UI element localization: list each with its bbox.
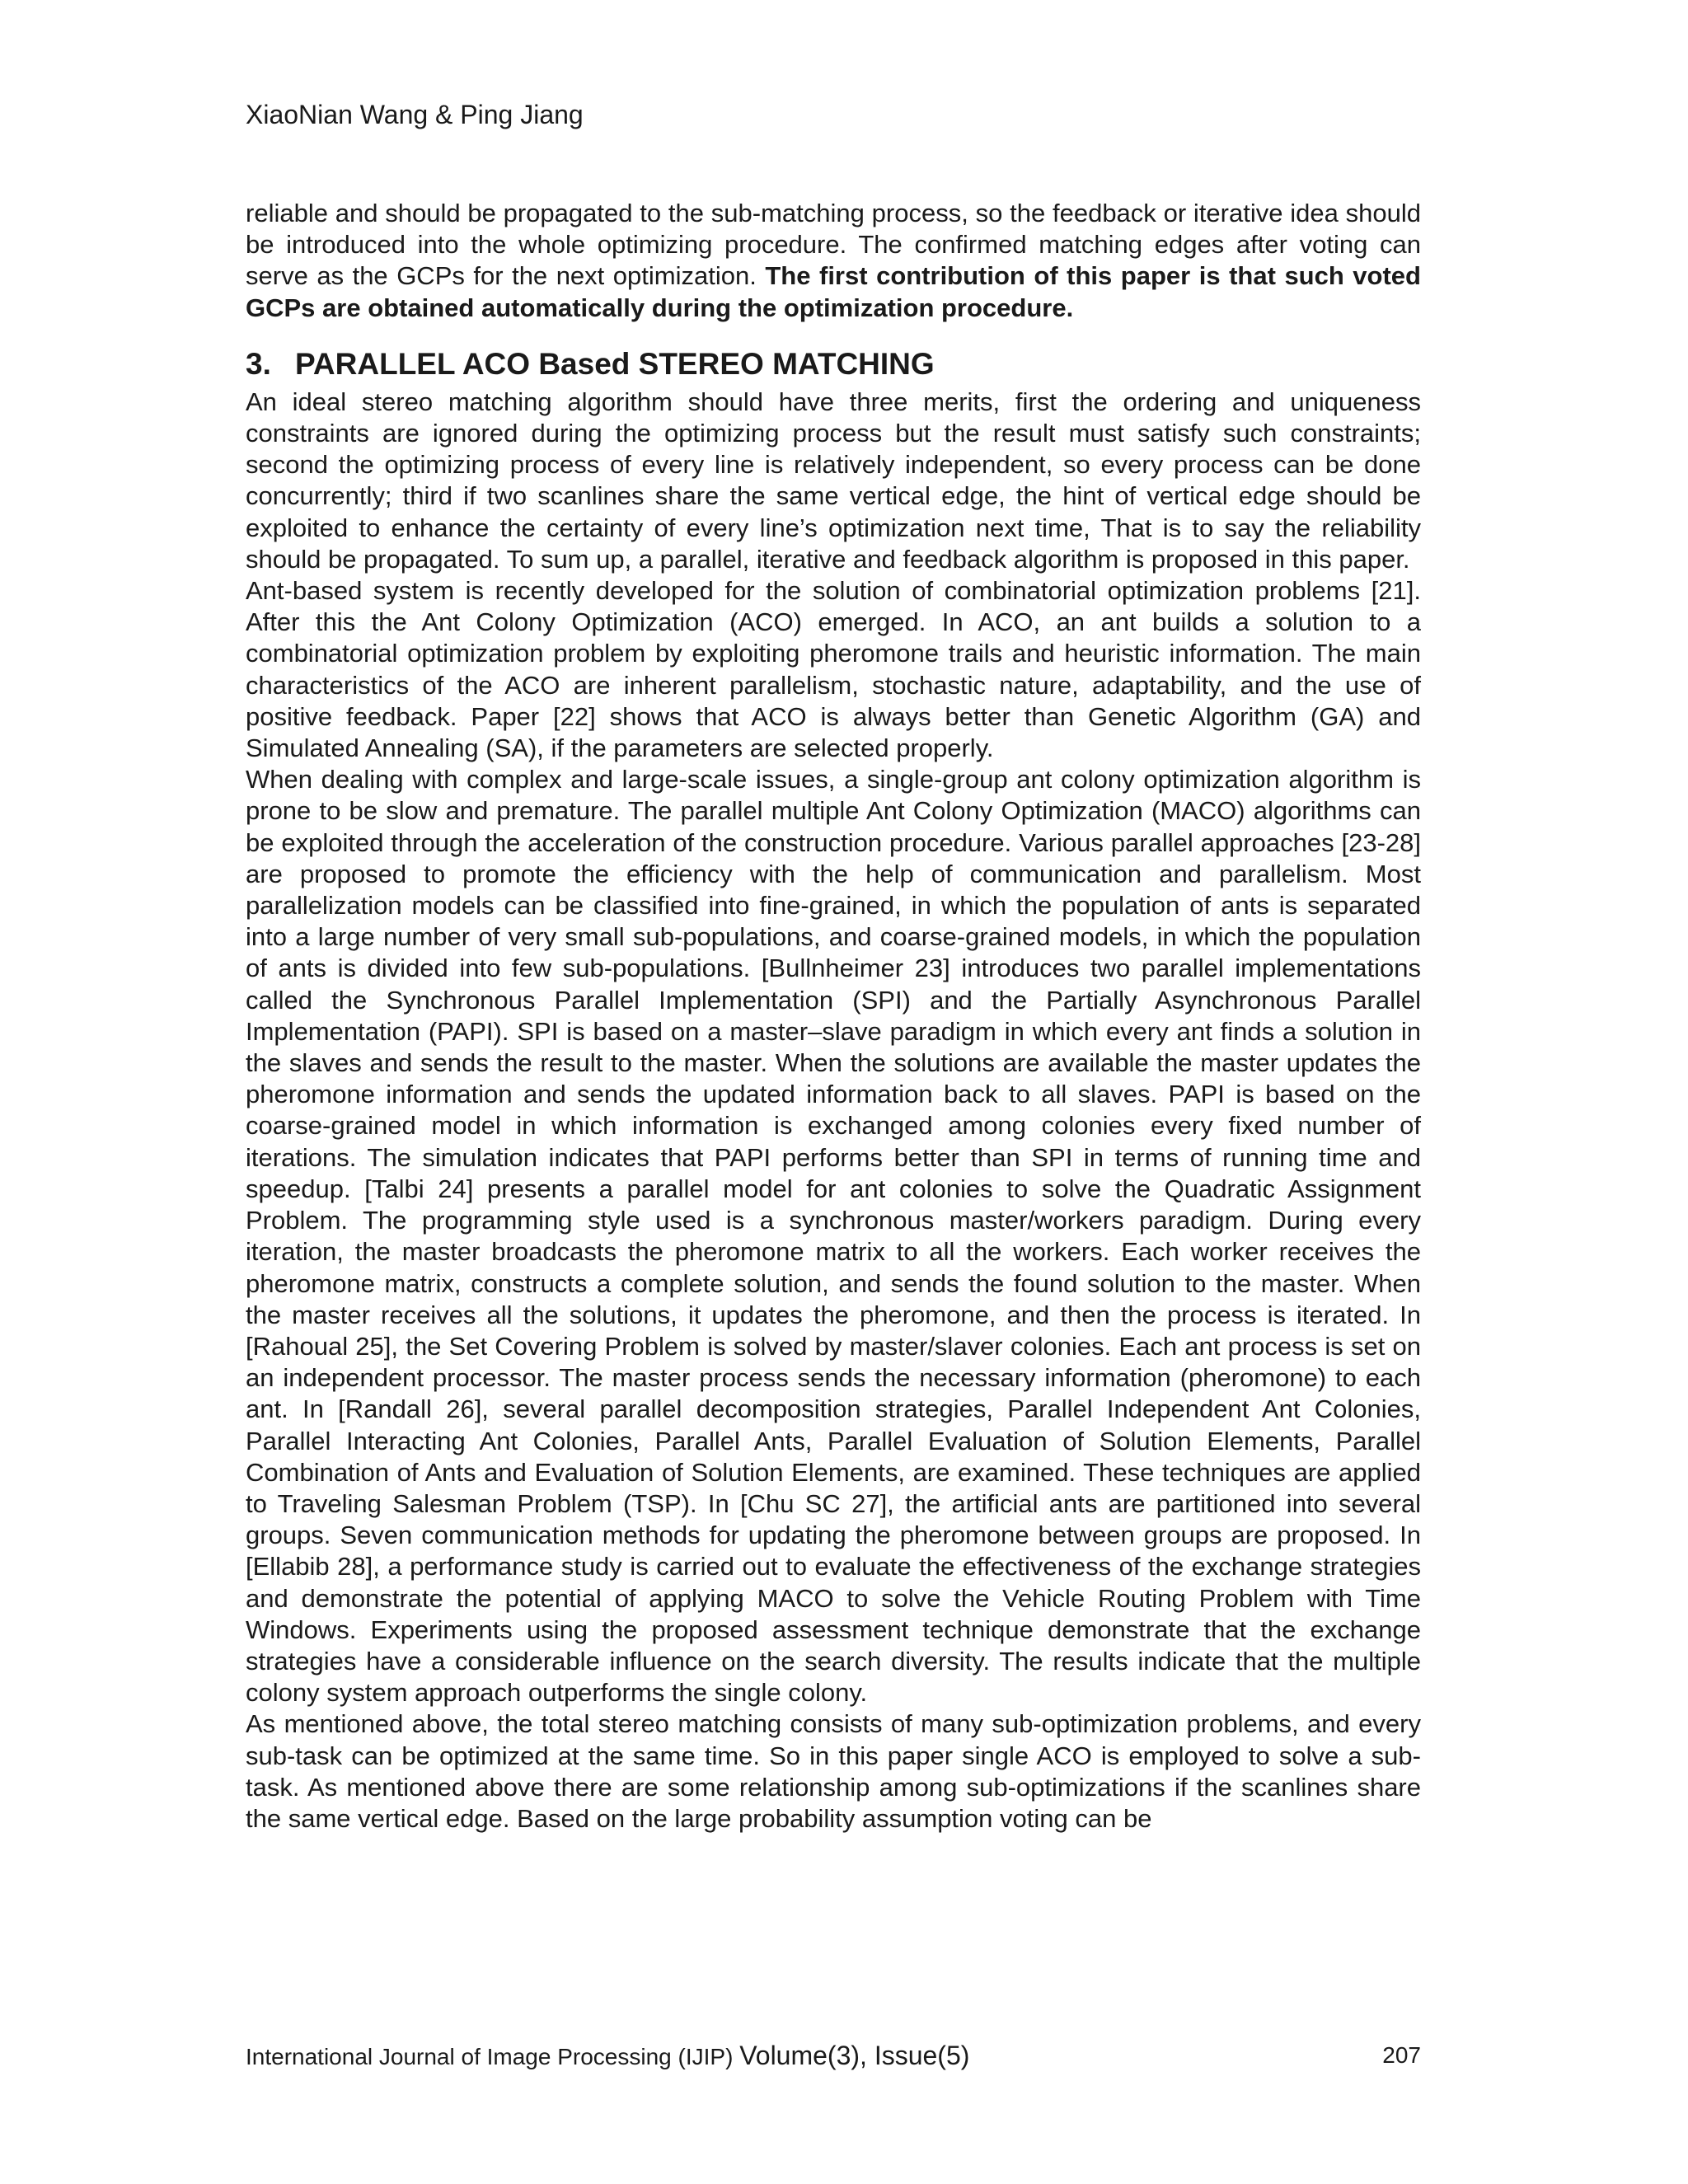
section-heading	[246, 345, 1421, 383]
paragraph-ant-based-system: Ant-based system is recently developed for the solution of combinatorial optimization problems [21]. After this the Ant Colony Optimization (ACO) emerged. In ACO, an ant builds a solution to a combinatorial optimization problem by exploiting pheromone trails and heuristic information. The main characteristics of the ACO are inherent parallelism, stochastic nature, adaptability, and the use of positive feedback. Paper [22] shows that ACO is always better than Genetic Algorithm (GA) and Simulated Annealing (SA), if the parameters are selected properly.	[246, 576, 1421, 763]
section-title: PARALLEL ACO Based STEREO MATCHING	[295, 346, 935, 381]
body-content	[246, 198, 1421, 1835]
intro-text: reliable and should be propagated to the sub-matching process, so the feedback or iterative idea should be introduced into the whole optimizing procedure. The confirmed matching edges after voting can serve as the GCPs for the next optimization.	[246, 199, 1421, 291]
page-footer	[246, 2041, 1421, 2072]
section-number: 3.	[246, 346, 271, 381]
intro-paragraph	[246, 198, 1421, 324]
paragraph-parallel-approaches: When dealing with complex and large-scale issues, a single-group ant colony optimization algorithm is prone to be slow and premature. The parallel multiple Ant Colony Optimization (MACO) algorithms can be exploited through the acceleration of the construction procedure. Various parallel approaches [23-28] are proposed to promote the efficiency with the help of communication and parallelism. Most parallelization models can be classified into fine-grained, in which the population of ants is separated into a large number of very small sub-populations, and coarse-grained models, in which the population of ants is divided into few sub-populations. [Bullnheimer 23] introduces two parallel implementations called the Synchronous Parallel Implementation (SPI) and the Partially Asynchronous Parallel Implementation (PAPI). SPI is based on a master–slave paradigm in which every ant finds a solution in the slaves and sends the result to the master. When the solutions are available the master updates the pheromone information and sends the updated information back to all slaves. PAPI is based on the coarse-grained model in which information is exchanged among colonies every fixed number of iterations. The simulation indicates that PAPI performs better than SPI in terms of running time and speedup. [Talbi 24] presents a parallel model for ant colonies to solve the Quadratic Assignment Problem. The programming style used is a synchronous master/workers paradigm. During every iteration, the master broadcasts the pheromone matrix to all the workers. Each worker receives the pheromone matrix, constructs a complete solution, and sends the found solution to the master. When the master receives all the solutions, it updates the pheromone, and then the process is iterated. In [Rahoual 25], the Set Covering Problem is solved by master/slaver colonies. Each ant process is set on an independent processor. The master process sends the necessary information (pheromone) to each ant. In [Randall 26], several parallel decomposition strategies, Parallel Independent Ant Colonies, Parallel Interacting Ant Colonies, Parallel Ants, Parallel Evaluation of Solution Elements, Parallel Combination of Ants and Evaluation of Solution Elements, are examined. These techniques are applied to Traveling Salesman Problem (TSP). In [Chu SC 27], the artificial ants are partitioned into several groups. Seven communication methods for updating the pheromone between groups are proposed. In [Ellabib 28], a performance study is carried out to evaluate the effectiveness of the exchange strategies and demonstrate the potential of applying MACO to solve the Vehicle Routing Problem with Time Windows. Experiments using the proposed assessment technique demonstrate that the exchange strategies have a considerable influence on the search diversity. The results indicate that the multiple colony system approach outperforms the single colony.	[246, 765, 1421, 1708]
paragraph-sub-optimization: As mentioned above, the total stereo matching consists of many sub-optimization problems, and every sub-task can be optimized at the same time. So in this paper single ACO is employed to solve a sub-task. As mentioned above there are some relationship among sub-optimizations if the scanlines share the same vertical edge. Based on the large probability assumption voting can be	[246, 1709, 1421, 1833]
footer-volume: Volume(3), Issue(5)	[739, 2041, 970, 2070]
page-number: 207	[1382, 2042, 1421, 2068]
paragraph-ideal-algorithm: An ideal stereo matching algorithm should have three merits, first the ordering and uniqueness constraints are ignored during the optimizing process but the result must satisfy such constraints; second the optimizing process of every line is relatively independent, so every process can be done concurrently; third if two scanlines share the same vertical edge, the hint of vertical edge should be exploited to enhance the certainty of every line’s optimization next time, That is to say the reliability should be propagated. To sum up, a parallel, iterative and feedback algorithm is proposed in this paper.	[246, 387, 1421, 574]
footer-journal: International Journal of Image Processing (IJIP)	[246, 2044, 740, 2069]
running-head-authors: XiaoNian Wang & Ping Jiang	[246, 100, 584, 129]
intro-contribution-bold: The first contribution of this paper is that such voted GCPs are obtained automatically during the optimization procedure.	[246, 261, 1421, 322]
